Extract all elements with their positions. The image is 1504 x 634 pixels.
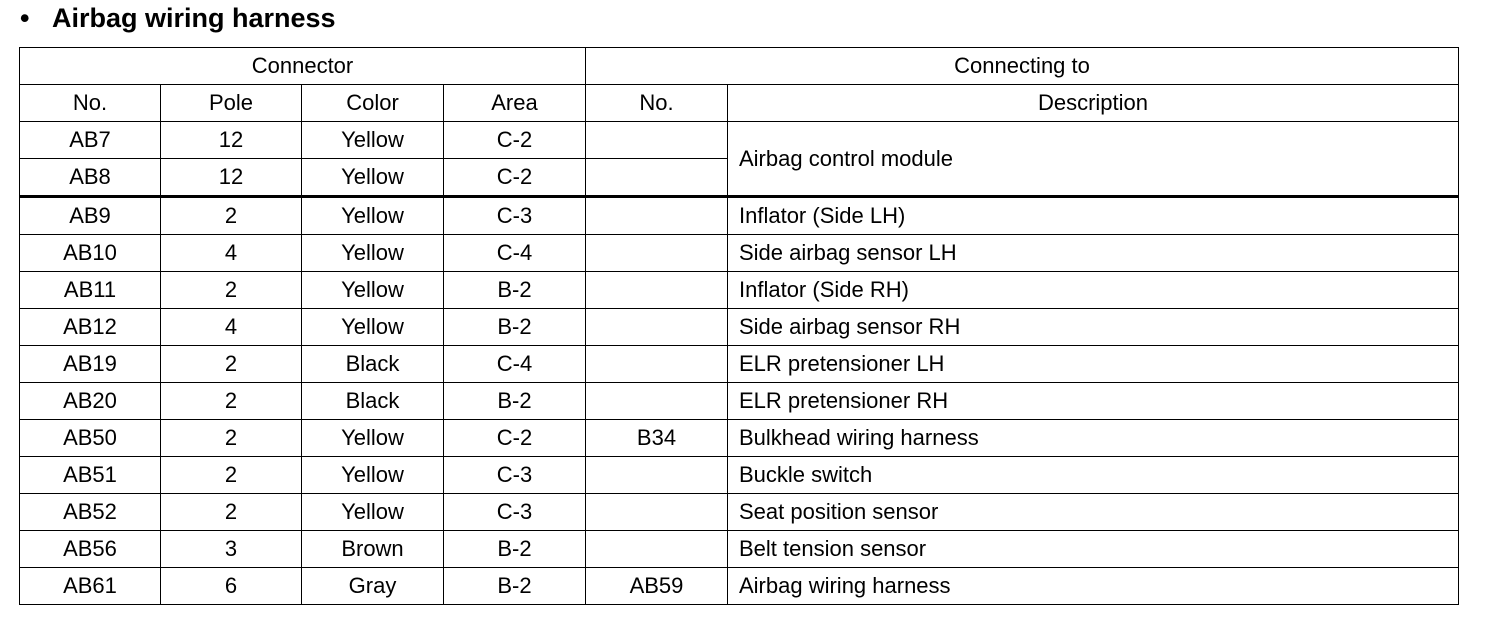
cell-color: Yellow	[302, 159, 444, 197]
table-row	[20, 494, 1459, 531]
cell-area: C-4	[444, 235, 586, 272]
cell-no: AB52	[20, 494, 161, 531]
cell-to-no	[586, 346, 728, 383]
cell-pole: 4	[161, 235, 302, 272]
cell-color: Yellow	[302, 457, 444, 494]
column-header-no: No.	[20, 85, 161, 122]
cell-color: Yellow	[302, 494, 444, 531]
cell-pole: 2	[161, 494, 302, 531]
group-header-row	[20, 48, 1459, 85]
table-row	[20, 531, 1459, 568]
cell-area: C-2	[444, 420, 586, 457]
cell-no: AB9	[20, 197, 161, 235]
column-header-to-no: No.	[586, 85, 728, 122]
cell-area: C-2	[444, 122, 586, 159]
cell-area: C-3	[444, 494, 586, 531]
cell-description: Seat position sensor	[728, 494, 1459, 531]
cell-pole: 4	[161, 309, 302, 346]
cell-color: Yellow	[302, 235, 444, 272]
cell-to-no	[586, 494, 728, 531]
cell-description: Bulkhead wiring harness	[728, 420, 1459, 457]
cell-description: Inflator (Side RH)	[728, 272, 1459, 309]
cell-pole: 2	[161, 197, 302, 235]
table-row	[20, 309, 1459, 346]
page-heading	[20, 0, 336, 36]
cell-to-no	[586, 197, 728, 235]
cell-color: Black	[302, 383, 444, 420]
cell-description: Buckle switch	[728, 457, 1459, 494]
cell-no: AB61	[20, 568, 161, 605]
cell-no: AB12	[20, 309, 161, 346]
cell-no: AB10	[20, 235, 161, 272]
column-header-color: Color	[302, 85, 444, 122]
cell-to-no	[586, 159, 728, 197]
cell-to-no: B34	[586, 420, 728, 457]
cell-color: Yellow	[302, 309, 444, 346]
cell-no: AB20	[20, 383, 161, 420]
cell-description: ELR pretensioner LH	[728, 346, 1459, 383]
cell-to-no	[586, 457, 728, 494]
cell-area: B-2	[444, 531, 586, 568]
cell-pole: 2	[161, 420, 302, 457]
group-header-connector: Connector	[20, 48, 586, 85]
cell-color: Yellow	[302, 197, 444, 235]
cell-to-no	[586, 235, 728, 272]
cell-color: Gray	[302, 568, 444, 605]
cell-no: AB56	[20, 531, 161, 568]
table-row	[20, 197, 1459, 235]
cell-description: Airbag wiring harness	[728, 568, 1459, 605]
cell-description: Airbag control module	[728, 122, 1459, 197]
cell-to-no	[586, 122, 728, 159]
cell-no: AB50	[20, 420, 161, 457]
cell-pole: 2	[161, 346, 302, 383]
cell-color: Yellow	[302, 272, 444, 309]
cell-pole: 12	[161, 159, 302, 197]
cell-description: Side airbag sensor RH	[728, 309, 1459, 346]
cell-description: Side airbag sensor LH	[728, 235, 1459, 272]
cell-to-no: AB59	[586, 568, 728, 605]
cell-color: Brown	[302, 531, 444, 568]
cell-no: AB11	[20, 272, 161, 309]
table-row	[20, 235, 1459, 272]
table-row	[20, 568, 1459, 605]
column-header-pole: Pole	[161, 85, 302, 122]
cell-color: Black	[302, 346, 444, 383]
cell-to-no	[586, 272, 728, 309]
cell-to-no	[586, 383, 728, 420]
column-header-description: Description	[728, 85, 1459, 122]
cell-area: B-2	[444, 272, 586, 309]
cell-description: Inflator (Side LH)	[728, 197, 1459, 235]
cell-pole: 2	[161, 383, 302, 420]
column-header-area: Area	[444, 85, 586, 122]
cell-no: AB51	[20, 457, 161, 494]
cell-area: C-3	[444, 197, 586, 235]
column-header-row	[20, 85, 1459, 122]
cell-color: Yellow	[302, 122, 444, 159]
heading-title: Airbag wiring harness	[52, 3, 336, 33]
table-row	[20, 420, 1459, 457]
cell-description: Belt tension sensor	[728, 531, 1459, 568]
table-row	[20, 122, 1459, 159]
cell-description: ELR pretensioner RH	[728, 383, 1459, 420]
cell-area: B-2	[444, 309, 586, 346]
cell-no: AB19	[20, 346, 161, 383]
cell-to-no	[586, 531, 728, 568]
cell-no: AB7	[20, 122, 161, 159]
connector-table	[19, 47, 1459, 605]
cell-no: AB8	[20, 159, 161, 197]
cell-area: C-2	[444, 159, 586, 197]
cell-area: C-4	[444, 346, 586, 383]
cell-area: B-2	[444, 383, 586, 420]
table-row	[20, 383, 1459, 420]
cell-pole: 3	[161, 531, 302, 568]
cell-area: B-2	[444, 568, 586, 605]
cell-color: Yellow	[302, 420, 444, 457]
table-row	[20, 272, 1459, 309]
table-row	[20, 346, 1459, 383]
cell-pole: 12	[161, 122, 302, 159]
table-row	[20, 457, 1459, 494]
cell-pole: 2	[161, 457, 302, 494]
cell-area: C-3	[444, 457, 586, 494]
cell-pole: 2	[161, 272, 302, 309]
group-header-connecting-to: Connecting to	[586, 48, 1459, 85]
cell-pole: 6	[161, 568, 302, 605]
cell-to-no	[586, 309, 728, 346]
bullet-glyph: •	[20, 3, 30, 33]
